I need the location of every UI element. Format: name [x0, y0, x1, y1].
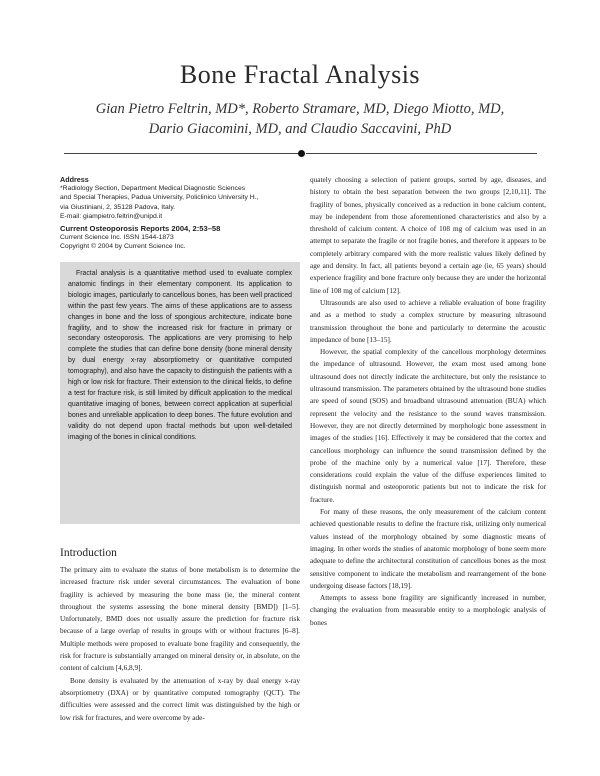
authors-line-1: Gian Pietro Feltrin, MD*, Roberto Stramare, MD, Diego Miotto, MD,: [95, 101, 505, 117]
publisher-issn: Current Science Inc. ISSN 1544-1873: [60, 234, 174, 242]
body-paragraph: However, the spatial complexity of the cancellous morphology determines the impedance of ultrasound. However, the exam most used among bone ultrasound does not directly indicate the architecture, but only the resistance to ultrasound transmission. The parameters obtained by the ultrasound bone studies are speed of sound (SOS) and broadband ultrasound attenuation (BUA) which represent the velocity and the resistance to the sound waves transmission. However, they are not directly determined by morphologic bone assessment in images of the studies [16]. Effectively it may be considered that the cortex and cancellous morphology can influence the sound transmission defined by the probe of the machine only by a numerical value [17]. Therefore, these considerations could explain the value of the diffuse experiences limited to distinguish normal and osteoporotic patients but not to indicate the risk for fracture.: [310, 348, 546, 504]
title-divider-left: [64, 153, 300, 154]
body-paragraph: For many of these reasons, the only measurement of the calcium content achieved questionable results to define the fracture risk, utilizing only numerical values instead of the morphology obtained by some diagnostic means of imaging. In other words the studies of anatomic morphology of bone seem more adequate to define the architectural constitution of cancellous bones as the most sensitive component to indicate the metabolism and rearrangement of the bone undergoing disease factors [18,19].: [310, 508, 546, 590]
body-paragraph: Bone density is evaluated by the attenuation of x-ray by dual energy x-ray absorptiometry (DXA) or by quantitative computed tomography (QCT). The difficulties were assessed and the correct limit was distinguished by the high or low risk for fractures, and were overcome by ade-: [60, 676, 300, 722]
left-column-body: [60, 564, 300, 724]
abstract-text: Fractal analysis is a quantitative method used to evaluate complex anatomic findings in their elementary component. Its application to biologic images, particularly to cancellous bones, has been well practiced within the past few years. The aims of these applications are to assess changes in bone and the loss of spongious architecture, indicate bone fragility, and to show the increased risk for fracture in primary or secondary osteoporosis. The applications are very promising to help complete the studies that can define bone density (bone mineral density by dual energy x-ray absorptiometry or quantitative computed tomography), and also have the capacity to distinguish the patients with a high or low risk for fracture. Their extension to the clinical fields, to define a test for fracture risk, is still limited by difficult application to the medical quantitative imaging of bones, between correct application at superficial bones and unreliable application to deep bones. The future evolution and validity do not depend upon fractal methods but upon well-detailed imaging of the bones in clinical conditions.: [68, 270, 292, 441]
address-line: *Radiology Section, Department Medical Diagnostic Sciences: [60, 185, 246, 193]
body-paragraph: Ultrasounds are also used to achieve a reliable evaluation of bone fragility and as a method to study a complex structure by measuring ultrasound transmission throughout the bone and particularly to determine the acoustic impedance of bone [13–15].: [310, 298, 546, 344]
article-title: Bone Fractal Analysis: [179, 60, 421, 89]
body-paragraph: Attempts to assess bone fragility are significantly increased in number, changing the evaluation from measurable entity to a morphologic analysis of bones: [310, 594, 546, 627]
email-line: E-mail: giampietro.feltrin@unipd.it: [60, 212, 163, 220]
journal-citation: Current Osteoporosis Reports 2004, 2:53–58: [60, 224, 221, 234]
divider-dot: [298, 150, 305, 157]
abstract-box: [60, 262, 300, 524]
body-paragraph: quately choosing a selection of patient groups, sorted by age, diseases, and history to obtain the best separation between the two groups [2,10,11]. The fragility of bones, physically conceived as a reduction in bone calcium content, may be independent from those aforementioned characteristics and also by a threshold of calcium content. A choice of 108 mg of calcium was used in an attempt to separate the fragile or not fragile bones, and therefore it appears to be completely arbitrary compared with the more realistic values likely defined by age and density. In fact, all patients beyond a certain age (ie, 65 years) should experience fragility and bone fracture only because they are under the horizontal line of 108 mg of calcium [12].: [310, 176, 546, 295]
address-line: and Special Therapies, Padua University, Policlinico University H.,: [60, 194, 259, 202]
title-divider-right: [306, 153, 537, 154]
address-heading: Address: [60, 175, 89, 184]
article-metadata: [60, 175, 300, 252]
introduction-heading: Introduction: [60, 547, 117, 559]
body-paragraph: The primary aim to evaluate the status of bone metabolism is to determine the increased fracture risk under several circumstances. The evaluation of bone fragility is achieved by measuring the bone mass (ie, the mineral content throughout the systems assessing the bone mineral density [BMD]) [1–5]. Unfortunately, BMD does not usually assure the prediction for fracture risk because of a large overlap of results in groups with or without fractures [6–8]. Multiple methods were proposed to evaluate bone fragility and consequently, the risk for fracture is substantially arranged on mineral density or, in absolute, on the content of calcium [4,6,8,9].: [60, 566, 300, 673]
address-line: via Giustiniani, 2, 35128 Padova, Italy.: [60, 203, 176, 211]
copyright-line: Copyright © 2004 by Current Science Inc.: [60, 243, 186, 251]
author-list: [80, 99, 520, 139]
right-column-body: [310, 174, 546, 629]
authors-line-2: Dario Giacomini, MD, and Claudio Saccavini, PhD: [148, 121, 452, 137]
